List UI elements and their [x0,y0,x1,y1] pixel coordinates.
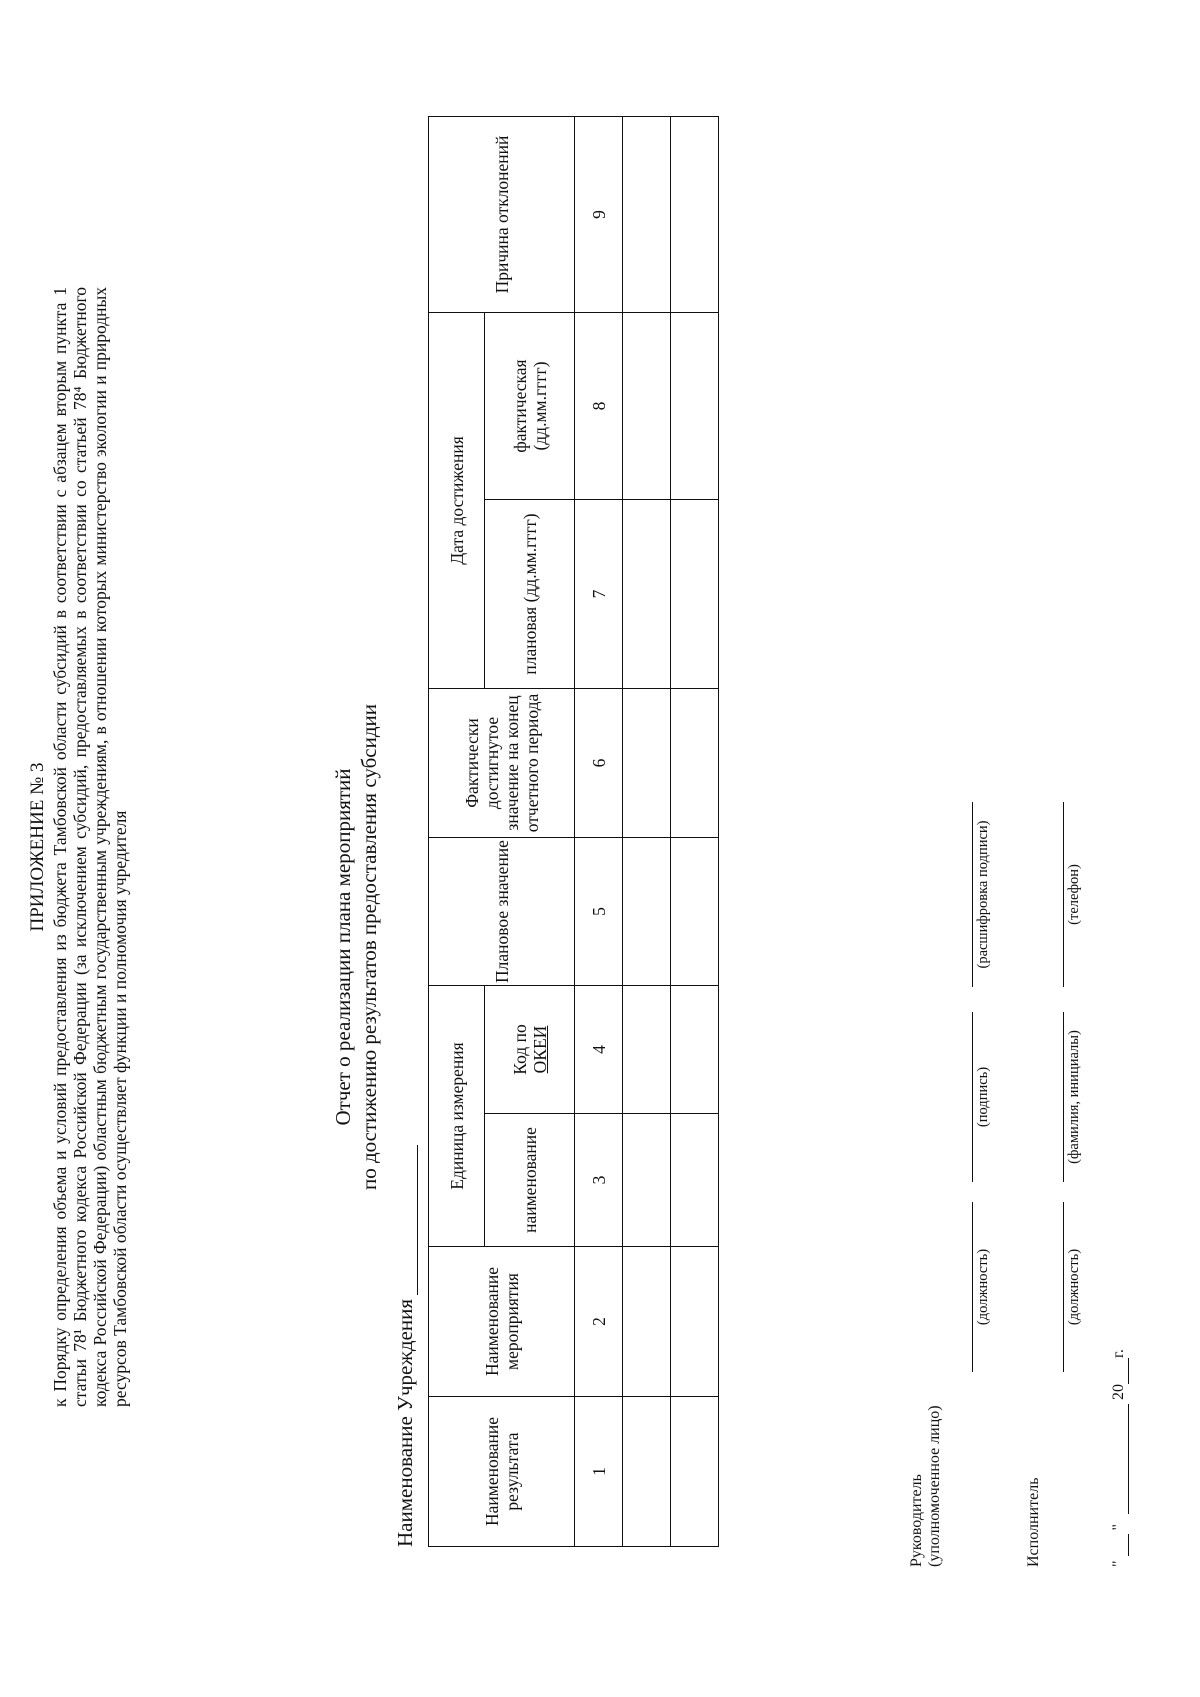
table-cell[interactable] [671,838,719,986]
executor-position-caption: (должность) [1066,1248,1082,1326]
head-label [908,1405,944,1567]
date-year-fill[interactable] [1110,1358,1129,1384]
table-cell[interactable] [623,986,671,1114]
col-number: 7 [575,500,623,689]
head-position-caption: (должность) [975,1248,991,1326]
table-row [623,117,671,1547]
table-cell[interactable] [671,1114,719,1247]
date-month-fill[interactable] [1110,1404,1129,1514]
executor-position-line[interactable] [1063,1202,1064,1372]
table-cell[interactable] [623,1247,671,1397]
head-position-line[interactable] [972,1202,973,1372]
date-day-fill[interactable] [1110,1534,1129,1556]
table-cell[interactable] [671,1397,719,1547]
header-unit-code [485,986,575,1114]
executor-phone-caption: (телефон) [1066,864,1082,925]
table-cell[interactable] [623,838,671,986]
table-cell[interactable] [671,117,719,313]
col-number: 5 [575,838,623,986]
table-number-row [575,117,623,1547]
table-cell[interactable] [623,689,671,838]
report-title [330,447,382,1447]
header-date: Дата достижения [429,313,485,689]
date-quote-close: " [1110,1523,1127,1531]
date-year-prefix: 20 [1110,1383,1127,1400]
executor-name-line[interactable] [1063,1012,1064,1182]
col-number: 8 [575,313,623,500]
head-decoding-caption: (расшифровка подписи) [975,820,991,969]
executor-label: Исполнитель [1025,1477,1042,1567]
header-unit-name: наименование [485,1114,575,1247]
header-date-actual: фактическая (дд.мм.гггг) [485,313,575,500]
table-cell[interactable] [623,500,671,689]
executor-name-caption: (фамилия, инициалы) [1066,1030,1082,1164]
appendix-block [28,287,130,1407]
report-title-line2: по достижению результатов предоставления субсидии [357,704,381,1191]
date-quote-open: " [1110,1560,1127,1567]
okei-link[interactable]: ОКЕИ [529,1025,550,1074]
table-cell[interactable] [623,117,671,313]
table-cell[interactable] [623,1114,671,1247]
table-cell[interactable] [623,313,671,500]
date-year-suffix: г. [1110,1349,1127,1358]
header-date-plan: плановая (дд.мм.гггг) [485,500,575,689]
col-number: 2 [575,1247,623,1397]
report-table [428,116,719,1547]
institution-fill-line [392,1145,418,1295]
table-cell[interactable] [671,313,719,500]
appendix-text: к Порядку определения объема и условий предоставления из бюджета Тамбовской области субсидий в соответствии с абзацем вторым пункта 1 статьи 78¹ Бюджетного кодекса Российской Федерации (за исключением субсидий, предоставляемых в соответствии со статьей 78⁴ Бюджетного кодекса Российской Федерации) областным бюджетным государственным учреждениям, в отношении которых министерство экологии и природных ресурсов Тамбовской области осуществляет функции и полномочия учредителя [50,287,130,1407]
table-cell[interactable] [671,689,719,838]
head-signature-line[interactable] [972,1012,973,1182]
header-result-name: Наименование результата [429,1397,575,1547]
table-cell[interactable] [623,1397,671,1547]
institution-label: Наименование Учреждения [393,1299,417,1547]
date-line [1110,1349,1129,1567]
appendix-title: ПРИЛОЖЕНИЕ № 3 [27,762,48,932]
header-unit-code-prefix: Код по [509,1024,530,1075]
col-number: 3 [575,1114,623,1247]
head-label-line2: (уполномоченное лицо) [926,1405,943,1567]
header-event-name: Наименование мероприятия [429,1247,575,1397]
head-signature-caption: (подпись) [975,1066,991,1128]
header-unit: Единица измерения [429,986,485,1247]
head-decoding-line[interactable] [972,802,973,987]
col-number: 6 [575,689,623,838]
header-actual-value: Фактически достигнутое значение на конец отчетного периода [429,689,575,838]
table-cell[interactable] [671,1247,719,1397]
col-number: 1 [575,1397,623,1547]
report-title-line1: Отчет о реализации плана мероприятий [331,768,355,1126]
institution-line [392,1147,418,1547]
table-row [671,117,719,1547]
head-label-line1: Руководитель [908,1474,925,1567]
header-reason: Причина отклонений [429,117,575,313]
table-cell[interactable] [671,986,719,1114]
col-number: 9 [575,117,623,313]
executor-phone-line[interactable] [1063,802,1064,987]
table-cell[interactable] [671,500,719,689]
header-plan-value: Плановое значение [429,838,575,986]
col-number: 4 [575,986,623,1114]
